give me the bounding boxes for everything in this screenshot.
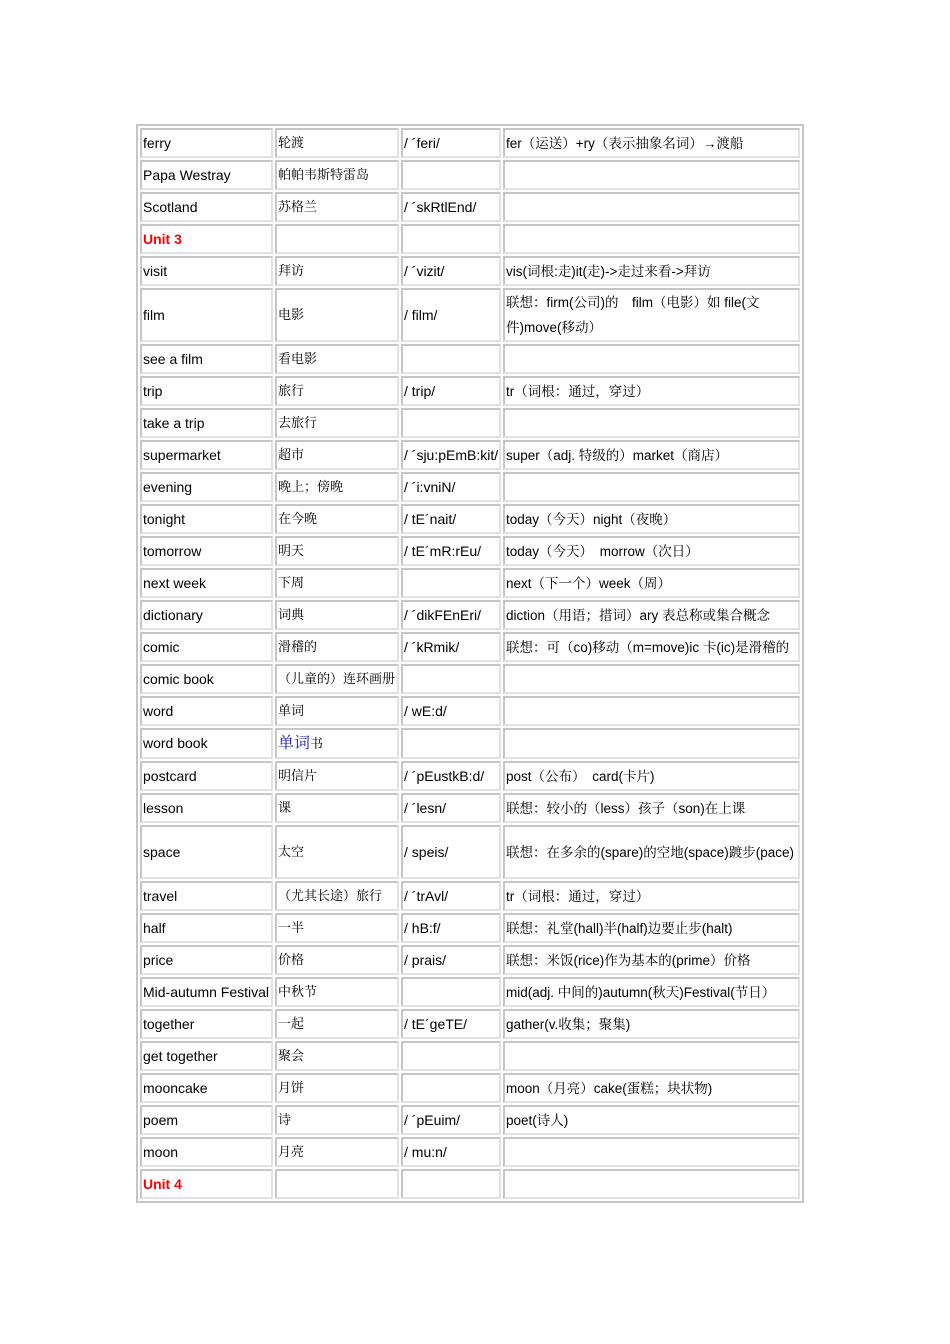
mnemonic-text: 联想：较小的（less）孩子（son)在上课 [506,800,746,816]
phonetic-text: / ´pEuim/ [404,1111,461,1128]
word-text: get together [143,1047,218,1064]
phonetic-text: / ´sju:pEmB:kit/ [404,446,499,463]
mnemonic-text: post（公布） card(卡片) [506,768,655,784]
phonetic-cell [401,945,501,975]
phonetic-cell [401,128,501,158]
meaning-cell [275,344,399,374]
word-cell [140,344,273,374]
mnemonic-cell [503,1105,800,1135]
phonetic-cell [401,825,501,879]
mnemonic-cell [503,1169,800,1199]
vocab-row [140,913,800,943]
vocab-row [140,440,800,470]
phonetic-cell [401,376,501,406]
word-text: tomorrow [143,542,202,559]
vocab-row [140,376,800,406]
meaning-cell [275,288,399,342]
meaning-text: 明天 [278,543,305,559]
word-cell [140,288,273,342]
meaning-text: 课 [278,800,292,816]
vocab-row [140,1041,800,1071]
meaning-cell [275,632,399,662]
phonetic-text: / ´skRtlEnd/ [404,198,477,215]
meaning-text: 下周 [278,575,305,591]
word-cell [140,881,273,911]
meaning-text: （尤其长途）旅行 [278,888,383,904]
phonetic-text: / tE´mR:rEu/ [404,542,482,559]
word-cell [140,913,273,943]
meaning-text: 书 [310,737,324,752]
meaning-text: 月饼 [278,1080,305,1096]
word-cell [140,793,273,823]
vocab-row [140,128,800,158]
mnemonic-cell [503,440,800,470]
phonetic-cell [401,1041,501,1071]
unit-header-row [140,224,800,254]
phonetic-cell [401,664,501,694]
mnemonic-cell [503,504,800,534]
phonetic-cell [401,568,501,598]
meaning-cell [275,440,399,470]
word-cell [140,1073,273,1103]
mnemonic-cell [503,913,800,943]
meaning-cell [275,761,399,791]
mnemonic-cell [503,664,800,694]
meaning-cell [275,696,399,726]
phonetic-text: / ´vizit/ [404,262,445,279]
phonetic-text: / trip/ [404,382,436,399]
phonetic-cell [401,1169,501,1199]
mnemonic-text: 联想：可（co)移动（m=move)ic 卡(ic)是滑稽的 [506,639,790,655]
word-text: travel [143,887,178,904]
meaning-cell [275,504,399,534]
mnemonic-cell [503,728,800,759]
mnemonic-text: 联想：在多余的(spare)的空地(space)踱步(pace) [506,844,795,860]
word-cell [140,728,273,759]
meaning-text: 价格 [278,952,305,968]
mnemonic-text: diction（用语；措词）ary 表总称或集合概念 [506,607,771,623]
phonetic-text: / ´lesn/ [404,799,447,816]
meaning-text: 晚上；傍晚 [278,479,344,495]
meaning-text: 旅行 [278,383,305,399]
word-cell [140,160,273,190]
mnemonic-text: today（今天） morrow（次日） [506,543,699,559]
meaning-cell [275,825,399,879]
word-cell [140,1105,273,1135]
mnemonic-cell [503,881,800,911]
meaning-cell [275,408,399,438]
meaning-link[interactable]: 单词 [278,733,311,752]
meaning-cell [275,728,399,759]
mnemonic-cell [503,408,800,438]
word-cell [140,536,273,566]
meaning-cell [275,568,399,598]
word-cell [140,1041,273,1071]
meaning-cell [275,1073,399,1103]
phonetic-cell [401,536,501,566]
meaning-cell [275,376,399,406]
meaning-cell [275,1041,399,1071]
vocab-row [140,568,800,598]
mnemonic-cell [503,1041,800,1071]
word-text: postcard [143,767,197,784]
phonetic-cell [401,600,501,630]
meaning-text: 超市 [278,447,305,463]
meaning-text: 月亮 [278,1144,305,1160]
phonetic-cell [401,192,501,222]
meaning-cell [275,192,399,222]
word-cell [140,504,273,534]
mnemonic-cell [503,568,800,598]
phonetic-cell [401,793,501,823]
mnemonic-text: tr（词根：通过，穿过） [506,383,650,399]
meaning-cell [275,1137,399,1167]
word-text: take a trip [143,414,205,431]
meaning-cell [275,793,399,823]
meaning-cell [275,664,399,694]
vocab-row [140,881,800,911]
mnemonic-cell [503,288,800,342]
word-cell [140,945,273,975]
mnemonic-cell [503,224,800,254]
meaning-cell [275,256,399,286]
meaning-text: 拜访 [278,263,305,279]
vocab-row [140,825,800,879]
word-text: poem [143,1111,179,1128]
mnemonic-cell [503,256,800,286]
vocabulary-table-body [140,128,800,1199]
mnemonic-text: gather(v.收集；聚集) [506,1016,631,1032]
word-text: Papa Westray [143,166,231,183]
word-cell [140,376,273,406]
meaning-text: 单词 [278,703,305,719]
mnemonic-cell [503,825,800,879]
phonetic-text: / ´pEustkB:d/ [404,767,485,784]
phonetic-cell [401,344,501,374]
word-cell [140,472,273,502]
meaning-cell [275,128,399,158]
phonetic-text: / prais/ [404,951,447,968]
phonetic-cell [401,1105,501,1135]
unit-label: Unit 3 [143,230,182,247]
meaning-cell [275,224,399,254]
mnemonic-text: fer（运送）+ry（表示抽象名词）→渡船 [506,135,744,151]
meaning-cell [275,1009,399,1039]
phonetic-text: / tE´geTE/ [404,1015,468,1032]
mnemonic-cell [503,1073,800,1103]
word-text: Scotland [143,198,198,215]
phonetic-cell [401,440,501,470]
phonetic-cell [401,913,501,943]
meaning-cell [275,1105,399,1135]
word-text: Mid-autumn Festival [143,983,270,1000]
meaning-text: 轮渡 [278,135,305,151]
mnemonic-cell [503,977,800,1007]
phonetic-text: / tE´nait/ [404,510,457,527]
vocab-row [140,1009,800,1039]
phonetic-cell [401,1073,501,1103]
meaning-text: 电影 [278,307,305,323]
phonetic-text: / ´kRmik/ [404,638,460,655]
meaning-text: 在今晚 [278,511,318,527]
meaning-text: 明信片 [278,768,318,784]
mnemonic-cell [503,761,800,791]
meaning-text: 苏格兰 [278,199,318,215]
word-text: film [143,306,165,323]
meaning-text: 词典 [278,607,305,623]
meaning-text: 太空 [278,844,305,860]
phonetic-text: / speis/ [404,843,449,860]
word-cell [140,632,273,662]
phonetic-cell [401,472,501,502]
mnemonic-cell [503,472,800,502]
word-cell [140,440,273,470]
mnemonic-cell [503,376,800,406]
vocabulary-table [136,124,804,1203]
word-text: together [143,1015,195,1032]
meaning-text: 去旅行 [278,415,318,431]
word-cell [140,1009,273,1039]
vocab-row [140,504,800,534]
word-text: half [143,919,166,936]
meaning-text: 一起 [278,1016,305,1032]
phonetic-cell [401,761,501,791]
unit-label: Unit 4 [143,1175,182,1192]
word-cell [140,256,273,286]
meaning-cell [275,160,399,190]
mnemonic-cell [503,192,800,222]
word-cell [140,664,273,694]
vocab-row [140,408,800,438]
mnemonic-cell [503,600,800,630]
word-cell [140,977,273,1007]
word-text: price [143,951,174,968]
mnemonic-text: moon（月亮）cake(蛋糕；块状物) [506,1080,713,1096]
vocab-row [140,600,800,630]
word-text: visit [143,262,168,279]
vocab-row [140,793,800,823]
meaning-text: （儿童的）连环画册 [278,671,396,687]
vocab-row [140,288,800,342]
word-text: lesson [143,799,184,816]
meaning-cell [275,600,399,630]
word-text: word [143,702,174,719]
mnemonic-text: today（今天）night（夜晚） [506,511,677,527]
phonetic-text: / ´feri/ [404,134,440,151]
vocab-row [140,1137,800,1167]
phonetic-cell [401,1137,501,1167]
word-cell [140,761,273,791]
mnemonic-cell [503,160,800,190]
phonetic-cell [401,728,501,759]
mnemonic-cell [503,1009,800,1039]
phonetic-text: / wE:d/ [404,702,447,719]
phonetic-cell [401,224,501,254]
word-cell [140,696,273,726]
meaning-cell [275,913,399,943]
meaning-cell [275,1169,399,1199]
word-text: evening [143,478,193,495]
vocab-row [140,1105,800,1135]
phonetic-cell [401,696,501,726]
meaning-text: 帕帕韦斯特雷岛 [278,167,370,183]
vocab-row [140,977,800,1007]
mnemonic-cell [503,696,800,726]
vocab-row [140,696,800,726]
word-cell [140,408,273,438]
vocab-row [140,728,800,759]
phonetic-text: / film/ [404,306,438,323]
unit-header-row [140,1169,800,1199]
vocab-row [140,632,800,662]
word-text: see a film [143,350,203,367]
mnemonic-cell [503,793,800,823]
phonetic-cell [401,408,501,438]
word-text: comic [143,638,180,655]
vocab-row [140,664,800,694]
mnemonic-cell [503,536,800,566]
phonetic-cell [401,288,501,342]
meaning-text: 聚会 [278,1048,305,1064]
vocab-row [140,1073,800,1103]
mnemonic-text: vis(词根:走)it(走)->走过来看->拜访 [506,263,711,279]
mnemonic-cell [503,1137,800,1167]
word-text: moon [143,1143,179,1160]
meaning-cell [275,536,399,566]
meaning-text: 滑稽的 [278,639,318,655]
mnemonic-text: tr（词根：通过，穿过） [506,888,650,904]
mnemonic-text: mid(adj. 中间的)autumn(秋天)Festival(节日） [506,984,776,1000]
word-text: trip [143,382,163,399]
phonetic-text: / mu:n/ [404,1143,447,1160]
vocab-row [140,256,800,286]
vocab-row [140,536,800,566]
vocab-row [140,945,800,975]
phonetic-cell [401,977,501,1007]
mnemonic-cell [503,632,800,662]
word-cell [140,1169,273,1199]
phonetic-cell [401,160,501,190]
meaning-cell [275,881,399,911]
mnemonic-text: super（adj. 特级的）market（商店） [506,447,729,463]
word-text: comic book [143,670,214,687]
phonetic-cell [401,1009,501,1039]
word-text: tonight [143,510,186,527]
meaning-cell [275,945,399,975]
vocab-row [140,761,800,791]
mnemonic-cell [503,344,800,374]
phonetic-cell [401,256,501,286]
mnemonic-cell [503,128,800,158]
mnemonic-text: 联想：米饭(rice)作为基本的(prime）价格 [506,952,751,968]
word-text: supermarket [143,446,221,463]
word-text: space [143,843,181,860]
vocab-row [140,160,800,190]
word-cell [140,600,273,630]
vocab-row [140,472,800,502]
meaning-cell [275,472,399,502]
word-text: ferry [143,134,171,151]
vocab-row [140,344,800,374]
mnemonic-cell [503,945,800,975]
phonetic-text: / ´i:vniN/ [404,478,456,495]
vocab-row [140,192,800,222]
phonetic-text: / ´trAvl/ [404,887,449,904]
word-cell [140,128,273,158]
word-cell [140,192,273,222]
mnemonic-text: poet(诗人) [506,1112,569,1128]
phonetic-text: / hB:f/ [404,919,441,936]
phonetic-cell [401,504,501,534]
word-text: dictionary [143,606,203,623]
phonetic-text: / ´dikFEnEri/ [404,606,482,623]
meaning-cell [275,977,399,1007]
word-text: word book [143,735,208,751]
mnemonic-text: 联想：礼堂(hall)半(half)边要止步(halt) [506,920,733,936]
word-text: mooncake [143,1079,208,1096]
meaning-text: 一半 [278,920,305,936]
mnemonic-text: 联想：firm(公司)的 film（电影）如 file(文件)move(移动） [506,295,760,335]
meaning-text: 诗 [278,1112,292,1128]
word-cell [140,825,273,879]
phonetic-cell [401,632,501,662]
word-text: next week [143,574,207,591]
phonetic-cell [401,881,501,911]
word-cell [140,1137,273,1167]
mnemonic-text: next（下一个）week（周） [506,575,672,591]
meaning-text: 看电影 [278,351,318,367]
word-cell [140,568,273,598]
meaning-text: 中秋节 [278,984,318,1000]
word-cell [140,224,273,254]
